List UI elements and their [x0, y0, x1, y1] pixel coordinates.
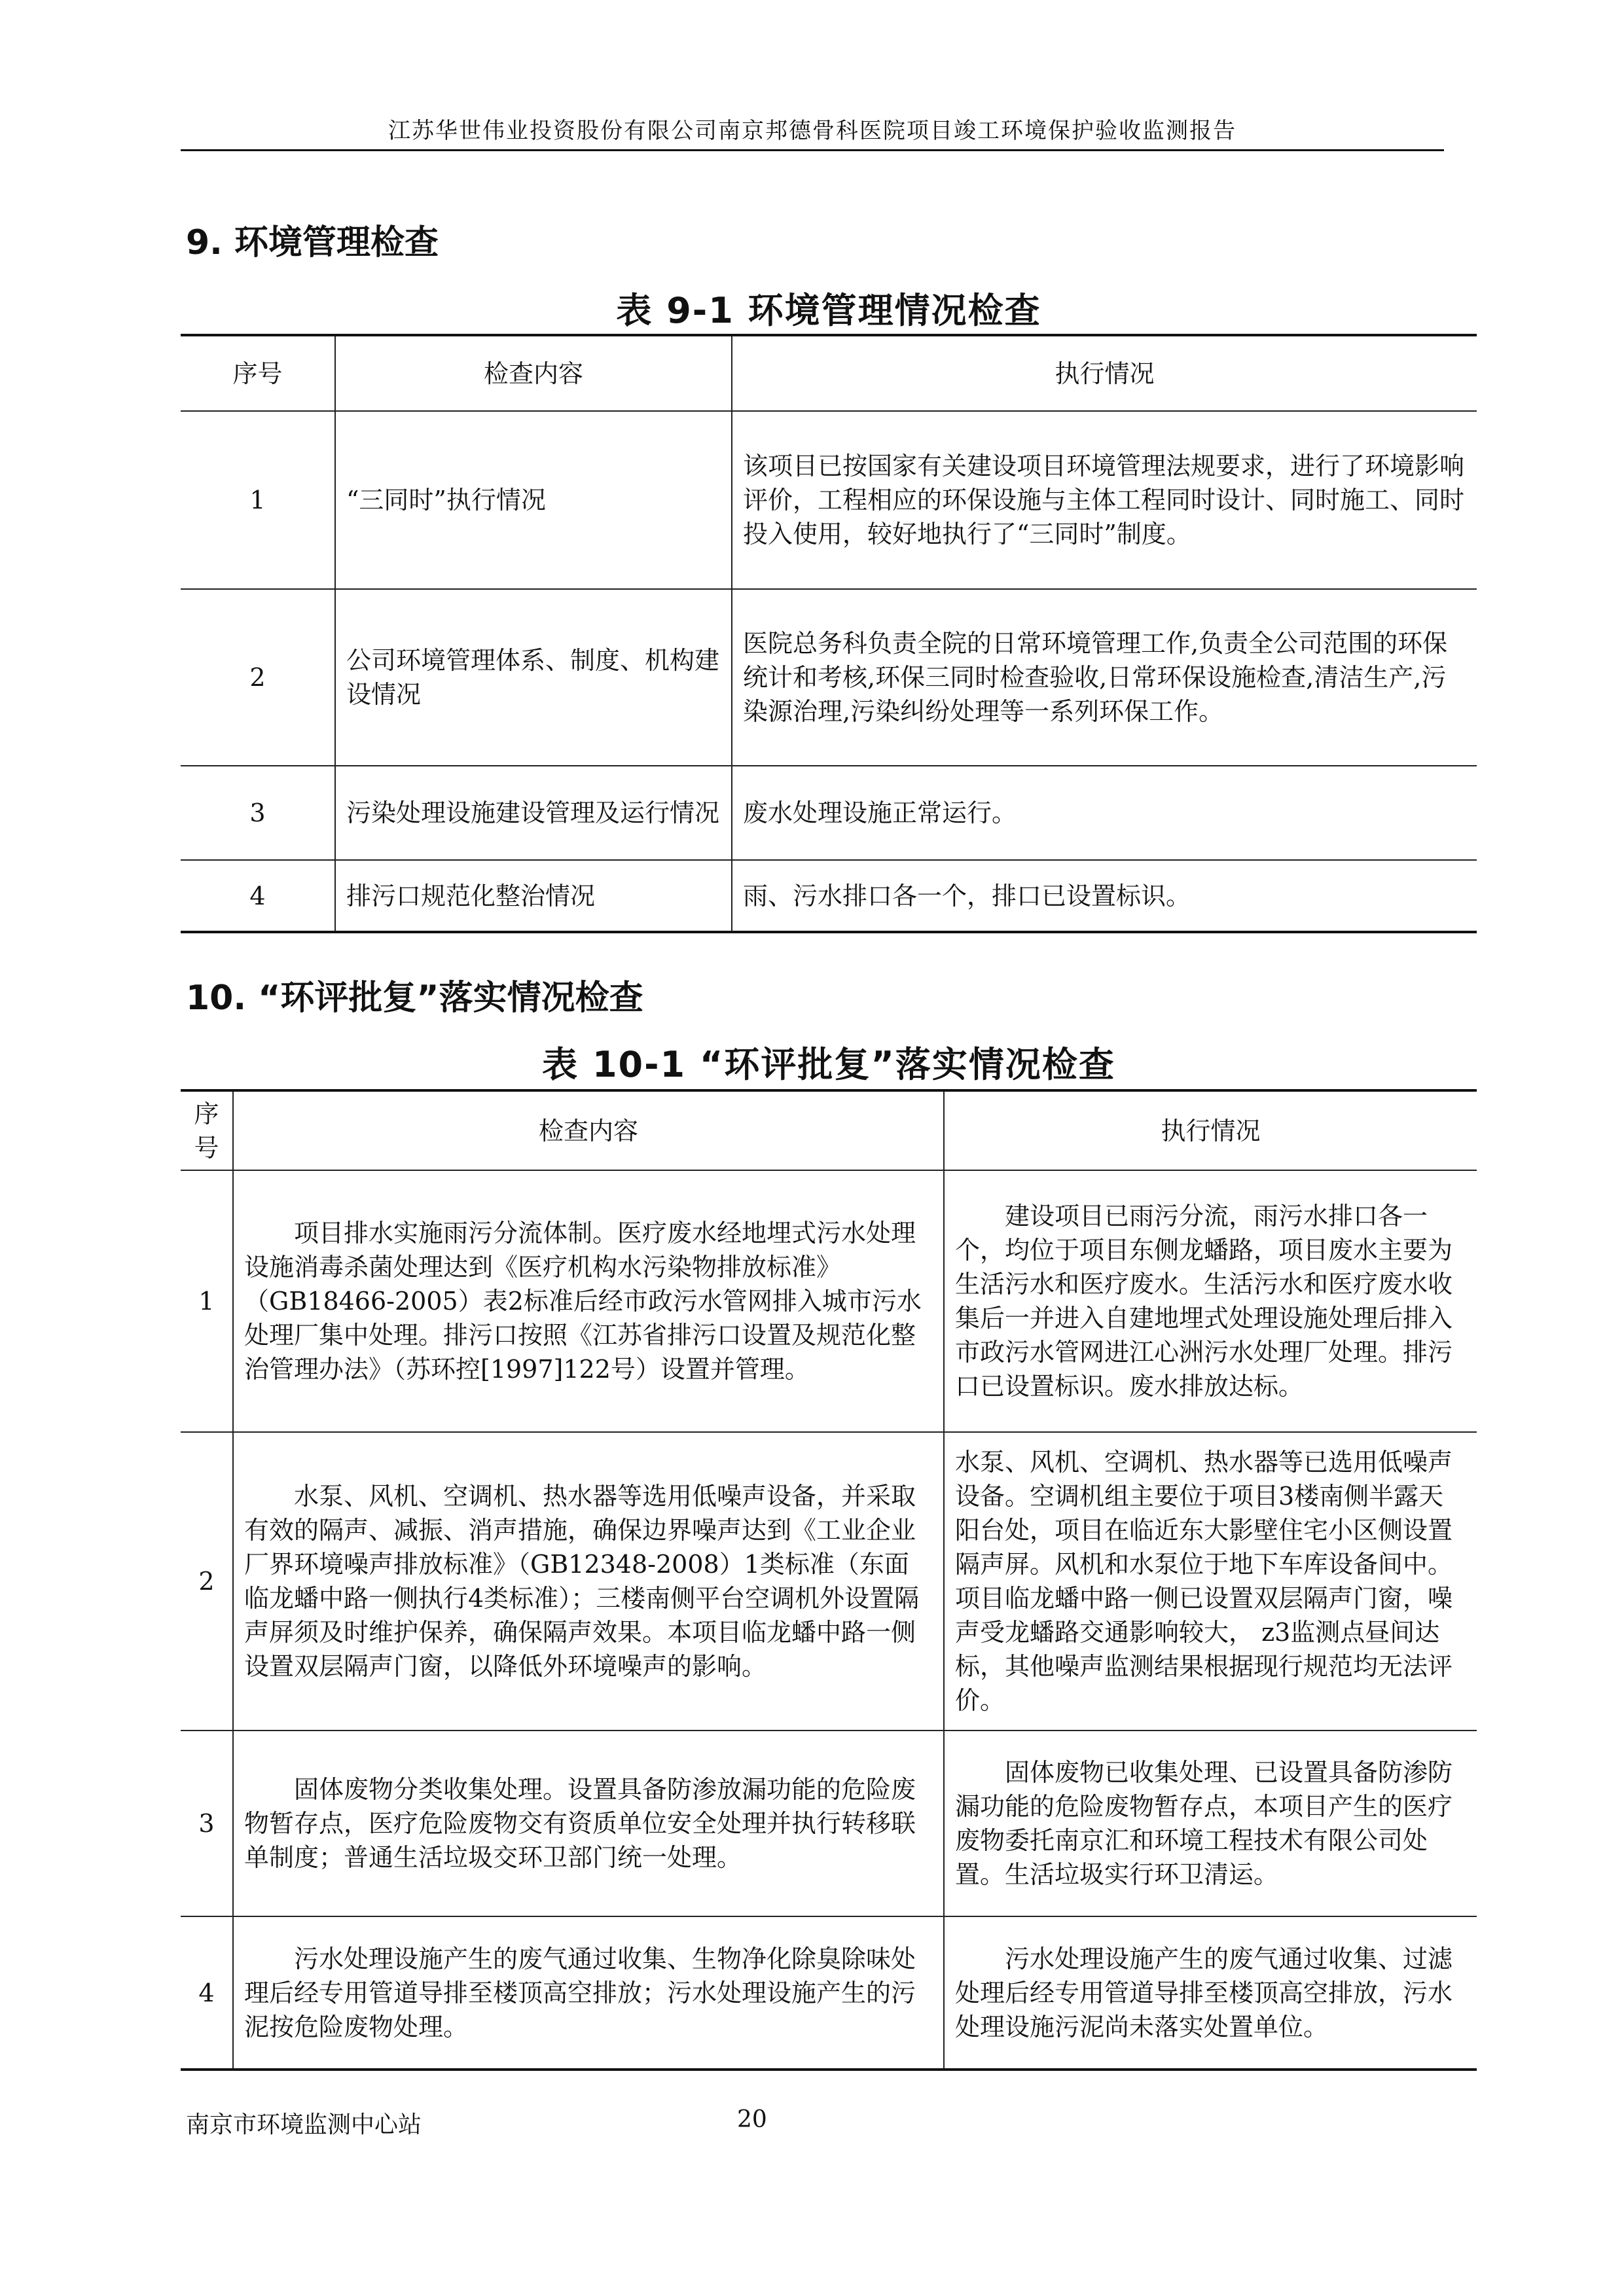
row-status: 建设项目已雨污分流，雨污水排口各一个，均位于项目东侧龙蟠路，项目废水主要为生活污水和医疗废水。生活污水和医疗废水收集后一并进入自建地埋式处理设施处理后排入市政污水管网进江心洲污水处理厂处理。排污口已设置标识。废水排放达标。 — [944, 1170, 1477, 1432]
header-rule — [181, 149, 1444, 151]
row-status: 固体废物已收集处理、已设置具备防渗防漏功能的危险废物暂存点，本项目产生的医疗废物委托南京汇和环境工程技术有限公司处置。生活垃圾实行环卫清运。 — [944, 1731, 1477, 1916]
row-status: 污水处理设施产生的废气通过收集、过滤处理后经专用管道导排至楼顶高空排放，污水处理设施污泥尚未落实处置单位。 — [944, 1916, 1477, 2070]
row-status: 该项目已按国家有关建设项目环境管理法规要求，进行了环境影响评价，工程相应的环保设施与主体工程同时设计、同时施工、同时投入使用，较好地执行了“三同时”制度。 — [732, 411, 1477, 589]
row-no: 3 — [181, 766, 335, 860]
row-no: 1 — [181, 1170, 233, 1432]
report-header: 江苏华世伟业投资股份有限公司南京邦德骨科医院项目竣工环境保护验收监测报告 — [388, 118, 1236, 144]
col-header-status: 执行情况 — [944, 1090, 1477, 1170]
table-row — [181, 860, 1477, 932]
row-no: 1 — [181, 411, 335, 589]
table-row — [181, 1170, 1477, 1432]
footer-organization: 南京市环境监测中心站 — [186, 2111, 422, 2138]
row-item: 污染处理设施建设管理及运行情况 — [335, 766, 732, 860]
row-item: 公司环境管理体系、制度、机构建设情况 — [335, 589, 732, 766]
table-10-1 — [181, 1089, 1477, 2071]
col-header-no: 序号 — [181, 335, 335, 411]
row-item: 排污口规范化整治情况 — [335, 860, 732, 932]
row-status: 雨、污水排口各一个，排口已设置标识。 — [732, 860, 1477, 932]
row-item: “三同时”执行情况 — [335, 411, 732, 589]
row-no: 2 — [181, 1432, 233, 1731]
col-header-status: 执行情况 — [732, 335, 1477, 411]
row-item: 固体废物分类收集处理。设置具备防渗放漏功能的危险废物暂存点，医疗危险废物交有资质单位安全处理并执行转移联单制度；普通生活垃圾交环卫部门统一处理。 — [233, 1731, 944, 1916]
footer-page-number: 20 — [737, 2106, 767, 2133]
table-9-1-caption: 表 9-1 环境管理情况检查 — [616, 290, 1041, 331]
row-item: 污水处理设施产生的废气通过收集、生物净化除臭除味处理后经专用管道导排至楼顶高空排放；污水处理设施产生的污泥按危险废物处理。 — [233, 1916, 944, 2070]
row-status: 医院总务科负责全院的日常环境管理工作,负责全公司范围的环保统计和考核,环保三同时检查验收,日常环保设施检查,清洁生产,污染源治理,污染纠纷处理等一系列环保工作。 — [732, 589, 1477, 766]
row-status: 水泵、风机、空调机、热水器等已选用低噪声设备。空调机组主要位于项目3楼南侧半露天阳台处，项目在临近东大影壁住宅小区侧设置隔声屏。风机和水泵位于地下车库设备间中。项目临龙蟠中路一侧已设置双层隔声门窗，噪声受龙蟠路交通影响较大， z3监测点昼间达标，其他噪声监测结果根据现行规范均无法评价。 — [944, 1432, 1477, 1731]
row-status: 废水处理设施正常运行。 — [732, 766, 1477, 860]
table-header-row — [181, 335, 1477, 411]
table-row — [181, 411, 1477, 589]
table-9-1 — [181, 334, 1477, 933]
section-9-heading: 9. 环境管理检查 — [186, 223, 439, 262]
table-row — [181, 589, 1477, 766]
col-header-item: 检查内容 — [233, 1090, 944, 1170]
table-row — [181, 1731, 1477, 1916]
table-row — [181, 766, 1477, 860]
col-header-no: 序号 — [181, 1090, 233, 1170]
row-no: 3 — [181, 1731, 233, 1916]
section-10-heading: 10. “环评批复”落实情况检查 — [186, 978, 643, 1018]
row-item: 项目排水实施雨污分流体制。医疗废水经地埋式污水处理设施消毒杀菌处理达到《医疗机构水污染物排放标准》（GB18466-2005）表2标准后经市政污水管网排入城市污水处理厂集中处理。排污口按照《江苏省排污口设置及规范化整治管理办法》（苏环控[1997]122号）设置并管理。 — [233, 1170, 944, 1432]
table-row — [181, 1432, 1477, 1731]
table-header-row — [181, 1090, 1477, 1170]
row-no: 4 — [181, 1916, 233, 2070]
row-item: 水泵、风机、空调机、热水器等选用低噪声设备，并采取有效的隔声、减振、消声措施，确保边界噪声达到《工业企业厂界环境噪声排放标准》（GB12348-2008）1类标准（东面临龙蟠中路一侧执行4类标准）；三楼南侧平台空调机外设置隔声屏须及时维护保养，确保隔声效果。本项目临龙蟠中路一侧设置双层隔声门窗，以降低外环境噪声的影响。 — [233, 1432, 944, 1731]
table-10-1-caption: 表 10-1 “环评批复”落实情况检查 — [542, 1044, 1115, 1085]
col-header-item: 检查内容 — [335, 335, 732, 411]
row-no: 4 — [181, 860, 335, 932]
row-no: 2 — [181, 589, 335, 766]
table-row — [181, 1916, 1477, 2070]
